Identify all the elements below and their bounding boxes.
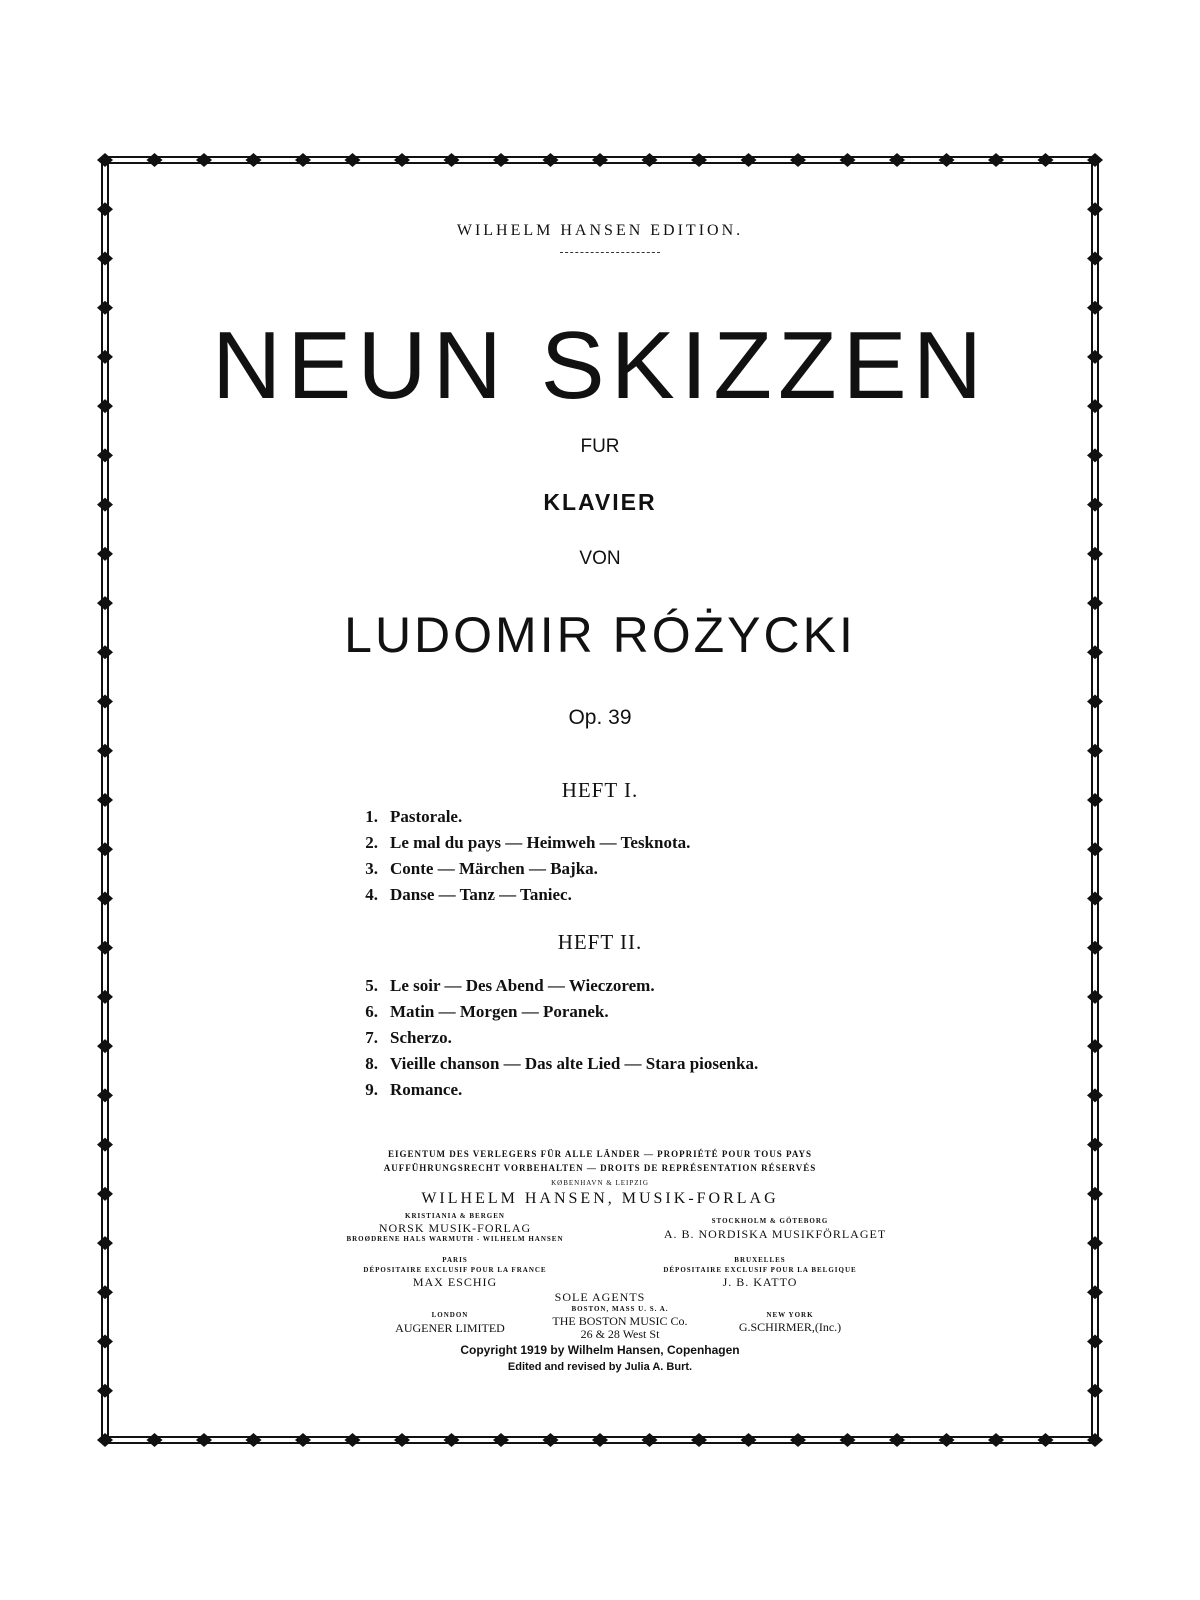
opus-number: Op. 39 [568,706,632,729]
list-item [0,1077,1200,1103]
list-item [0,1025,1200,1051]
piece-title: Danse — Tanz — Taniec. [390,885,572,904]
boston-agent: THE BOSTON MUSIC Co. [552,1314,688,1328]
heft-2-heading: HEFT II. [557,930,643,954]
oslo-publisher: NORSK MUSIK-FORLAG [378,1221,532,1235]
editor-line: Edited and revised by Julia A. Burt. [507,1361,693,1373]
boston-address: 26 & 28 West St [580,1327,660,1341]
list-item [0,830,1200,856]
piece-title: Le soir — Des Abend — Wieczorem. [390,976,655,995]
edition-label: WILHELM HANSEN EDITION. [456,222,744,239]
sole-agents-label: SOLE AGENTS [554,1290,646,1304]
heft-1-list [0,804,1200,908]
rights-line-2: AUFFÜHRUNGSRECHT VORBEHALTEN — DROITS DE REPRÉSENTATION RÉSERVÉS [383,1163,817,1173]
list-item [0,999,1200,1025]
oslo-subtitle: BROØDRENE HALS WARMUTH - WILHELM HANSEN [346,1235,564,1243]
piece-number: 7. [365,1028,378,1047]
heft-2-list [0,973,1200,1103]
composer-name: LUDOMIR RÓŻYCKI [344,607,856,663]
piece-number: 9. [365,1080,378,1099]
piece-title: Romance. [390,1080,463,1099]
instrument-label: KLAVIER [543,489,657,515]
newyork-agent: G.SCHIRMER,(Inc.) [738,1320,842,1334]
piece-number: 1. [365,807,378,826]
piece-title: Vieille chanson — Das alte Lied — Stara piosenka. [390,1054,759,1073]
paris-role: DÉPOSITAIRE EXCLUSIF POUR LA FRANCE [363,1266,547,1274]
london-agent: AUGENER LIMITED [395,1321,505,1335]
boston-city: BOSTON, MASS U. S. A. [571,1305,669,1313]
publisher-name: WILHELM HANSEN, MUSIK-FORLAG [421,1190,779,1207]
list-item [0,882,1200,908]
piece-number: 5. [365,976,378,995]
rights-line-1: EIGENTUM DES VERLEGERS FÜR ALLE LÄNDER — PROPRIÉTÉ POUR TOUS PAYS [387,1149,813,1159]
fur-label: FUR [580,436,620,457]
paris-city: PARIS [442,1256,468,1264]
list-item [0,1051,1200,1077]
list-item [0,973,1200,999]
london-city: LONDON [431,1311,469,1319]
brussels-agent: J. B. KATTO [722,1275,798,1289]
stockholm-publisher: A. B. NORDISKA MUSIKFÖRLAGET [663,1227,887,1241]
piece-title: Le mal du pays — Heimweh — Tesknota. [390,833,691,852]
piece-number: 4. [365,885,378,904]
piece-number: 8. [365,1054,378,1073]
work-title: NEUN SKIZZEN [211,312,989,419]
piece-number: 3. [365,859,378,878]
heft-1-heading: HEFT I. [561,778,639,802]
von-label: VON [579,548,621,569]
piece-title: Matin — Morgen — Poranek. [390,1002,609,1021]
list-item [0,804,1200,830]
copyright-line: Copyright 1919 by Wilhelm Hansen, Copenhagen [460,1343,740,1357]
piece-title: Pastorale. [390,807,463,826]
oslo-city: KRISTIANIA & BERGEN [405,1212,505,1220]
publisher-city: KØBENHAVN & LEIPZIG [551,1179,649,1187]
piece-title: Scherzo. [390,1028,452,1047]
stockholm-city: STOCKHOLM & GÖTEBORG [711,1217,829,1225]
edition-rule [560,252,660,253]
brussels-city: BRUXELLES [734,1256,786,1264]
piece-title: Conte — Märchen — Bajka. [390,859,598,878]
paris-agent: MAX ESCHIG [412,1275,498,1289]
newyork-city: NEW YORK [766,1311,814,1319]
piece-number: 6. [365,1002,378,1021]
piece-number: 2. [365,833,378,852]
list-item [0,856,1200,882]
brussels-role: DÉPOSITAIRE EXCLUSIF POUR LA BELGIQUE [663,1266,857,1274]
